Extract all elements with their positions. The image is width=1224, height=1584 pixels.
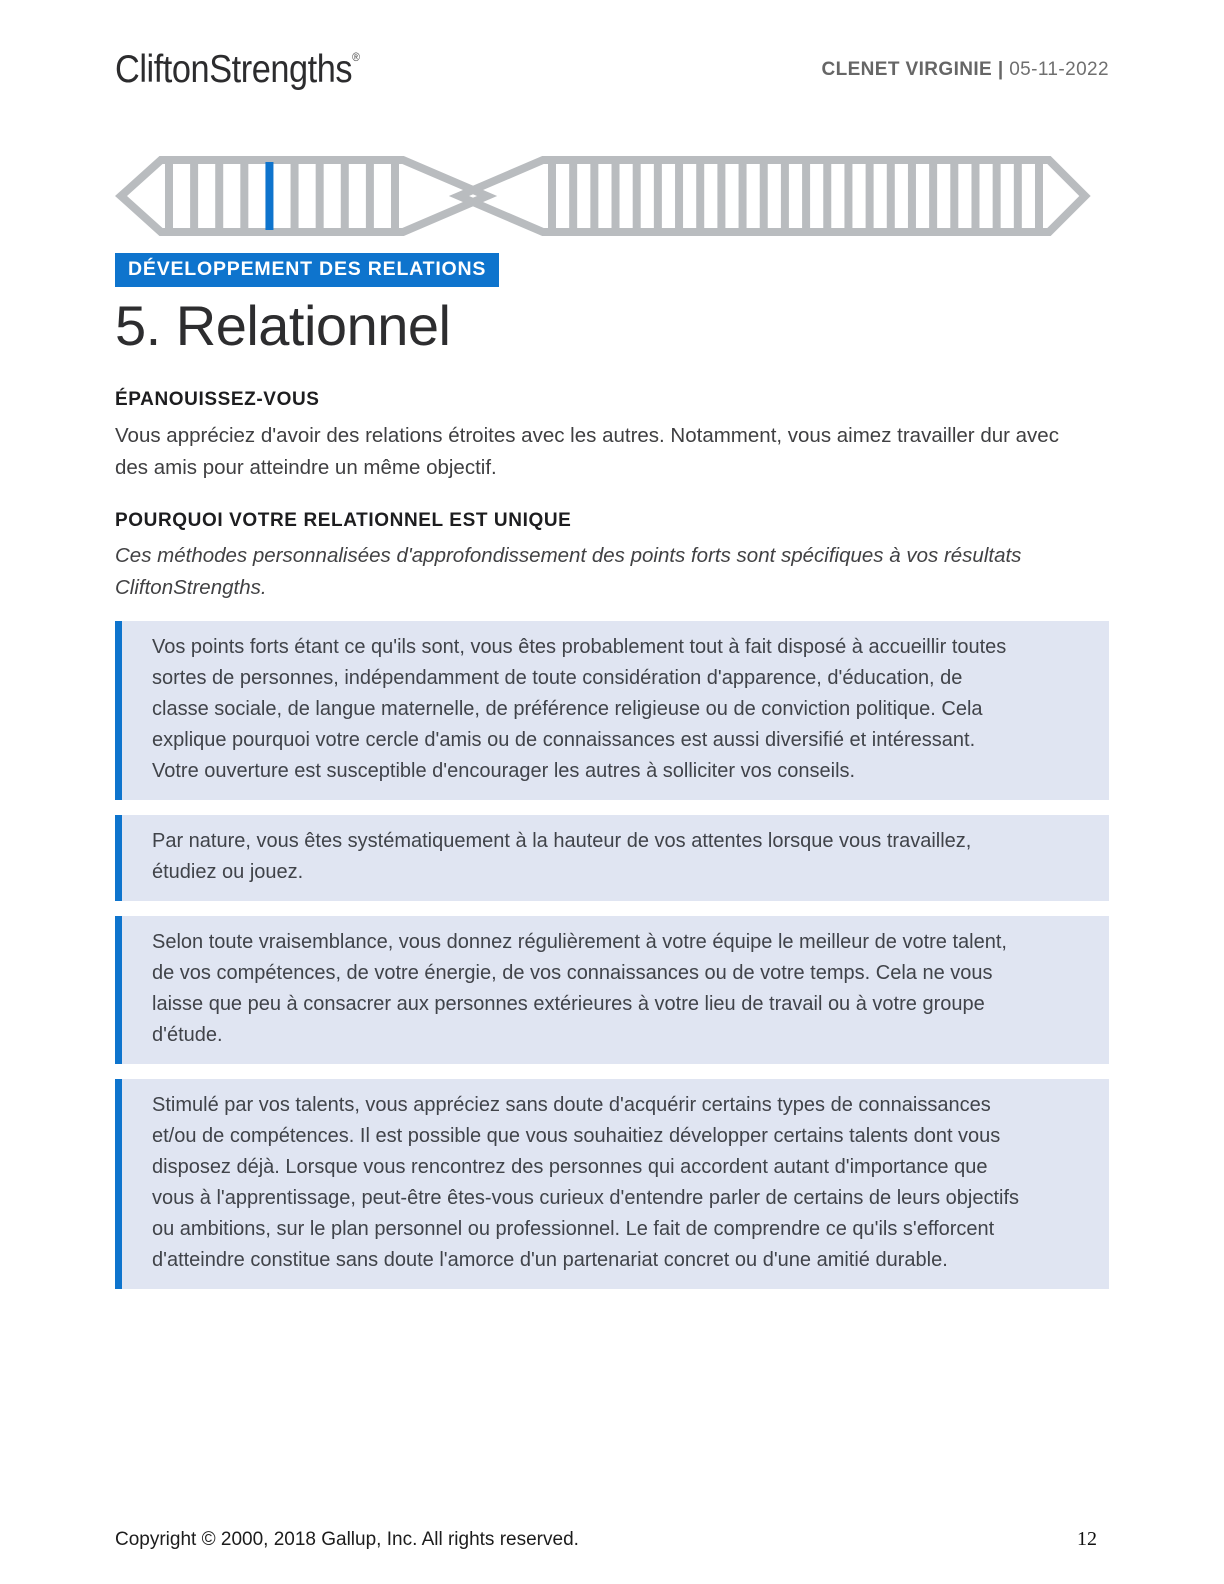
shine-heading: ÉPANOUISSEZ-VOUS bbox=[115, 389, 320, 410]
strength-title: 5. Relationnel bbox=[115, 294, 451, 357]
report-date: 05-11-2022 bbox=[1003, 59, 1109, 80]
insight-callout bbox=[115, 1079, 1109, 1289]
dna-strand-svg bbox=[115, 152, 1105, 240]
insight-callout bbox=[115, 621, 1109, 800]
logo-text: CliftonStrengths bbox=[115, 48, 353, 91]
page-footer bbox=[115, 1528, 1109, 1551]
insight-callout-text: Par nature, vous êtes systématiquement à la hauteur de vos attentes lorsque vous travaillez, étudiez ou jouez. bbox=[152, 830, 972, 883]
insight-callout bbox=[115, 815, 1109, 901]
page-content bbox=[115, 0, 1109, 1304]
page-header bbox=[115, 0, 1109, 92]
insight-callout-text: Stimulé par vos talents, vous appréciez sans doute d'acquérir certains types de connaissances et/ou de compétences. Il est possible que vous souhaitiez développer certains talents dont vous disposez déjà. Lorsque vous rencontrez des personnes qui accordent autant d'importance que vous à l'apprentissage, peut-être êtes-vous curieux d'entendre parler de certains de leurs objectifs ou ambitions, sur le plan personnel ou professionnel. Le fait de comprendre ce qu'ils s'efforcent d'atteindre constitue sans doute l'amorce d'un partenariat concret ou d'une amitié durable. bbox=[152, 1094, 1020, 1271]
page-number: 12 bbox=[1077, 1528, 1097, 1550]
unique-heading: POURQUOI VOTRE RELATIONNEL EST UNIQUE bbox=[115, 510, 572, 531]
strengths-dna-graphic bbox=[115, 152, 1109, 240]
domain-badge-label: DÉVELOPPEMENT DES RELATIONS bbox=[128, 258, 487, 280]
insight-callout bbox=[115, 916, 1109, 1064]
personalized-insights bbox=[115, 621, 1109, 1289]
registered-trademark-icon: ® bbox=[352, 50, 360, 64]
report-owner-name: CLENET VIRGINIE | bbox=[821, 59, 1004, 80]
cliftonstrengths-logo bbox=[115, 48, 359, 92]
insight-callout-text: Selon toute vraisemblance, vous donnez régulièrement à votre équipe le meilleur de votre talent, de vos compétences, de votre énergie, de vos connaissances ou de votre temps. Cela ne vous laisse que peu à consacrer aux personnes extérieures à votre lieu de travail ou à votre groupe d'étude. bbox=[152, 931, 1007, 1046]
shine-body: Vous appréciez d'avoir des relations étroites avec les autres. Notamment, vous aimez travailler dur avec des amis pour atteindre un même objectif. bbox=[115, 424, 1059, 479]
report-owner bbox=[821, 48, 1109, 82]
domain-badge bbox=[115, 253, 499, 287]
dna-left-strand-outline bbox=[121, 160, 487, 232]
unique-intro: Ces méthodes personnalisées d'approfondissement des points forts sont spécifiques à vos résultats CliftonStrengths. bbox=[115, 544, 1022, 599]
insight-callout-text: Vos points forts étant ce qu'ils sont, vous êtes probablement tout à fait disposé à accueillir toutes sortes de personnes, indépendamment de toute considération d'apparence, d'éducation, de classe sociale, de langue maternelle, de préférence religieuse ou de conviction politique. Cela explique pourquoi votre cercle d'amis ou de connaissances est aussi diversifié et intéressant. Votre ouverture est susceptible d'encourager les autres à solliciter vos conseils. bbox=[152, 636, 1007, 782]
dna-bars bbox=[165, 162, 1043, 230]
copyright-text: Copyright © 2000, 2018 Gallup, Inc. All rights reserved. bbox=[115, 1529, 579, 1550]
